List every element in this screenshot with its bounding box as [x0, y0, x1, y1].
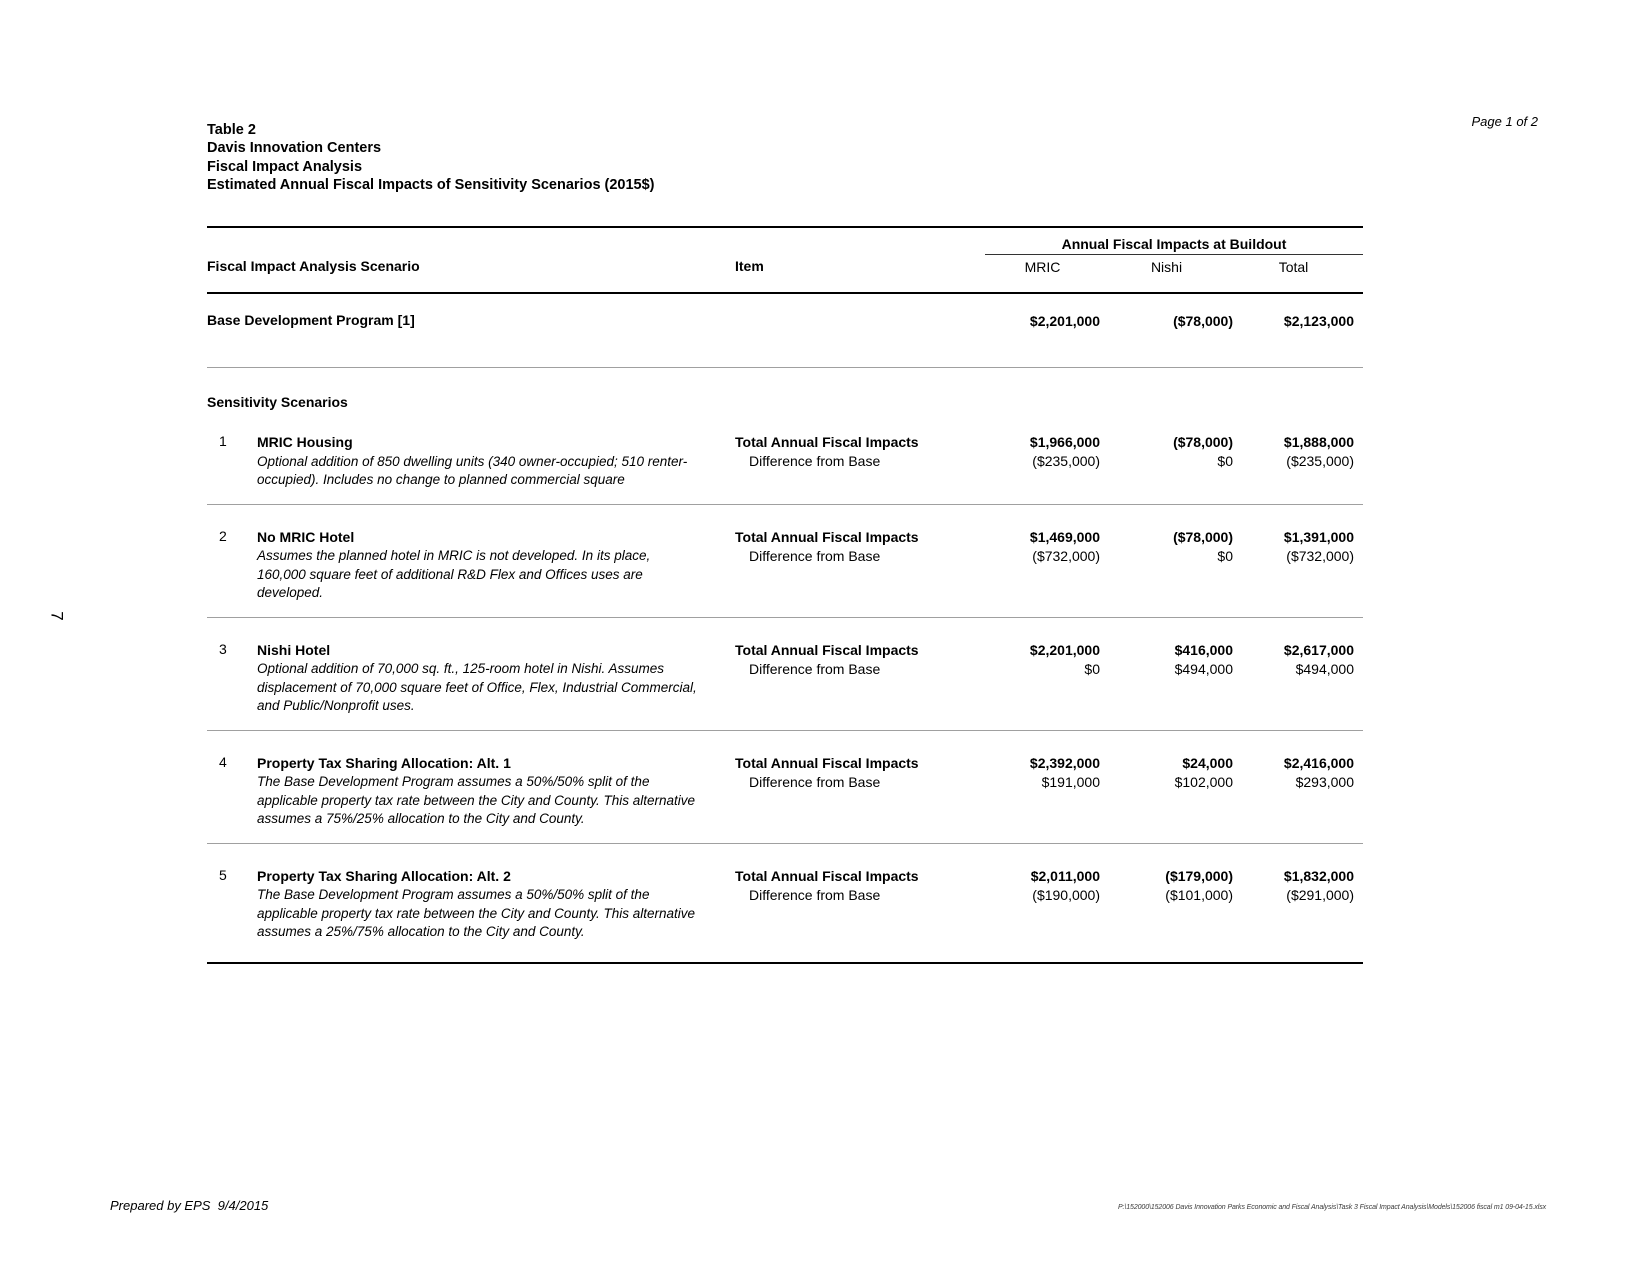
base-nishi-value: ($78,000)	[1173, 313, 1233, 329]
scenario-item-cell	[735, 641, 985, 716]
side-page-number: 7	[47, 611, 67, 621]
mric-difference-value: ($235,000)	[1032, 453, 1100, 469]
nishi-difference-value: $102,000	[1174, 773, 1233, 790]
item-label-impacts: Total Annual Fiscal Impacts	[735, 754, 919, 771]
nishi-difference-value: $494,000	[1174, 660, 1233, 677]
total-impacts-value: $2,617,000	[1283, 641, 1354, 658]
group-header-spacer	[207, 236, 985, 255]
scenario-name-cell	[257, 754, 735, 829]
scenario-item-cell	[735, 433, 985, 490]
mric-impacts-value: $1,966,000	[1029, 434, 1100, 450]
base-row-label: Base Development Program [1]	[207, 312, 415, 328]
scenario-description: Optional addition of 850 dwelling units (340 owner-occupied; 510 renter-occupied). Includes no change to planned commercial square	[257, 453, 688, 487]
scenario-nishi-cell	[1100, 433, 1233, 490]
scenario-description: Assumes the planned hotel in MRIC is not developed. In its place, 160,000 square feet of additional R&D Flex and Offices uses are developed.	[257, 548, 651, 600]
scenario-row-3	[207, 618, 1363, 731]
scenario-number: 1	[219, 433, 227, 449]
item-label-difference: Difference from Base	[749, 547, 881, 564]
total-impacts-value: $1,391,000	[1283, 528, 1354, 545]
nishi-difference-value: $0	[1217, 453, 1233, 469]
mric-impacts-value: $1,469,000	[1029, 528, 1100, 545]
scenario-nishi-cell	[1100, 754, 1233, 829]
scenario-name-cell	[257, 528, 735, 603]
scenario-total-cell	[1233, 433, 1363, 490]
scenario-mric-cell	[985, 867, 1100, 942]
mric-difference-value: $0	[1084, 660, 1100, 677]
scenario-row-5	[207, 844, 1363, 964]
scenario-name: Property Tax Sharing Allocation: Alt. 1	[257, 754, 511, 771]
col-header-nishi: Nishi	[1150, 259, 1183, 275]
scenario-name: MRIC Housing	[257, 434, 353, 450]
footer-file-path: P:\152000\152006 Davis Innovation Parks Economic and Fiscal Analysis\Task 3 Fiscal Impact Analysis\Models\152006 fiscal m1 09-04-15.xlsx	[1117, 1204, 1546, 1211]
scenario-total-cell	[1233, 867, 1363, 942]
scenario-number: 5	[219, 866, 227, 883]
scenario-nishi-cell	[1100, 867, 1233, 942]
title-project: Davis Innovation Centers	[207, 140, 382, 157]
item-label-impacts: Total Annual Fiscal Impacts	[735, 641, 919, 658]
title-block	[207, 121, 655, 195]
mric-difference-value: ($732,000)	[1032, 547, 1100, 564]
base-mric-value: $2,201,000	[1029, 313, 1100, 329]
scenario-number: 2	[219, 527, 227, 544]
mric-difference-value: $191,000	[1041, 773, 1100, 790]
total-difference-value: ($235,000)	[1286, 453, 1354, 469]
base-development-row	[207, 294, 1363, 368]
mric-impacts-value: $2,201,000	[1029, 641, 1100, 658]
scenario-mric-cell	[985, 754, 1100, 829]
scenario-number: 4	[219, 753, 227, 770]
scenario-mric-cell	[985, 528, 1100, 603]
nishi-difference-value: $0	[1217, 547, 1233, 564]
col-header-scenario: Fiscal Impact Analysis Scenario	[207, 258, 420, 274]
nishi-impacts-value: ($78,000)	[1173, 528, 1233, 545]
total-difference-value: $494,000	[1295, 660, 1354, 677]
scenario-item-cell	[735, 867, 985, 942]
mric-impacts-value: $2,011,000	[1030, 867, 1100, 884]
total-impacts-value: $1,832,000	[1283, 867, 1354, 884]
mric-impacts-value: $2,392,000	[1029, 754, 1100, 771]
nishi-impacts-value: $24,000	[1182, 754, 1233, 771]
scenario-nishi-cell	[1100, 641, 1233, 716]
scenario-row-2	[207, 505, 1363, 618]
item-label-difference: Difference from Base	[749, 453, 881, 469]
scenario-description: Optional addition of 70,000 sq. ft., 125-room hotel in Nishi. Assumes displacement of 70,000 square feet of Office, Flex, Industrial Commercial, and Public/Nonprofit uses.	[257, 661, 697, 713]
table-column-header-row	[207, 255, 1363, 294]
total-impacts-value: $2,416,000	[1283, 754, 1354, 771]
scenario-name-cell	[257, 641, 735, 716]
col-header-total: Total	[1278, 259, 1309, 275]
item-label-impacts: Total Annual Fiscal Impacts	[735, 528, 919, 545]
fiscal-impacts-table	[207, 226, 1363, 964]
scenario-total-cell	[1233, 641, 1363, 716]
item-label-impacts: Total Annual Fiscal Impacts	[735, 434, 919, 450]
scenario-name-cell	[257, 867, 735, 942]
item-label-difference: Difference from Base	[749, 660, 881, 677]
title-analysis: Fiscal Impact Analysis	[207, 158, 363, 175]
footer-prepared-by: Prepared by EPS 9/4/2015	[110, 1198, 269, 1213]
scenario-nishi-cell	[1100, 528, 1233, 603]
mric-difference-value: ($190,000)	[1032, 886, 1100, 903]
base-total-value: $2,123,000	[1283, 313, 1354, 329]
col-header-item: Item	[735, 258, 764, 274]
scenario-mric-cell	[985, 433, 1100, 490]
scenario-number: 3	[219, 640, 227, 657]
nishi-impacts-value: ($179,000)	[1165, 867, 1233, 884]
scenario-name: No MRIC Hotel	[257, 528, 355, 545]
scenario-description: The Base Development Program assumes a 50%/50% split of the applicable property tax rate between the City and County. This alternative assumes a 25%/75% allocation to the City and County.	[257, 887, 695, 939]
scenario-total-cell	[1233, 754, 1363, 829]
scenario-mric-cell	[985, 641, 1100, 716]
total-difference-value: ($291,000)	[1286, 886, 1354, 903]
total-difference-value: ($732,000)	[1286, 547, 1354, 564]
scenario-description: The Base Development Program assumes a 50%/50% split of the applicable property tax rate between the City and County. This alternative assumes a 75%/25% allocation to the City and County.	[257, 774, 695, 826]
scenario-row-4	[207, 731, 1363, 844]
title-subtitle: Estimated Annual Fiscal Impacts of Sensitivity Scenarios (2015$)	[207, 177, 655, 194]
table-number: Table 2	[207, 122, 256, 138]
item-label-difference: Difference from Base	[749, 886, 881, 903]
group-header-buildout: Annual Fiscal Impacts at Buildout	[985, 236, 1363, 255]
item-label-impacts: Total Annual Fiscal Impacts	[735, 867, 919, 884]
col-header-mric: MRIC	[1024, 259, 1061, 275]
scenario-name: Nishi Hotel	[257, 641, 331, 658]
table-group-header-row	[207, 228, 1363, 255]
total-impacts-value: $1,888,000	[1283, 434, 1354, 450]
sensitivity-section-label: Sensitivity Scenarios	[207, 394, 348, 410]
scenario-row-1	[207, 410, 1363, 505]
nishi-impacts-value: $416,000	[1174, 641, 1233, 658]
scenario-item-cell	[735, 754, 985, 829]
scenario-item-cell	[735, 528, 985, 603]
item-label-difference: Difference from Base	[749, 773, 881, 790]
nishi-difference-value: ($101,000)	[1165, 886, 1233, 903]
total-difference-value: $293,000	[1295, 773, 1354, 790]
nishi-impacts-value: ($78,000)	[1173, 434, 1233, 450]
scenario-name: Property Tax Sharing Allocation: Alt. 2	[257, 867, 511, 884]
page-number-label: Page 1 of 2	[1471, 114, 1538, 129]
scenario-total-cell	[1233, 528, 1363, 603]
scenario-name-cell	[257, 433, 735, 490]
